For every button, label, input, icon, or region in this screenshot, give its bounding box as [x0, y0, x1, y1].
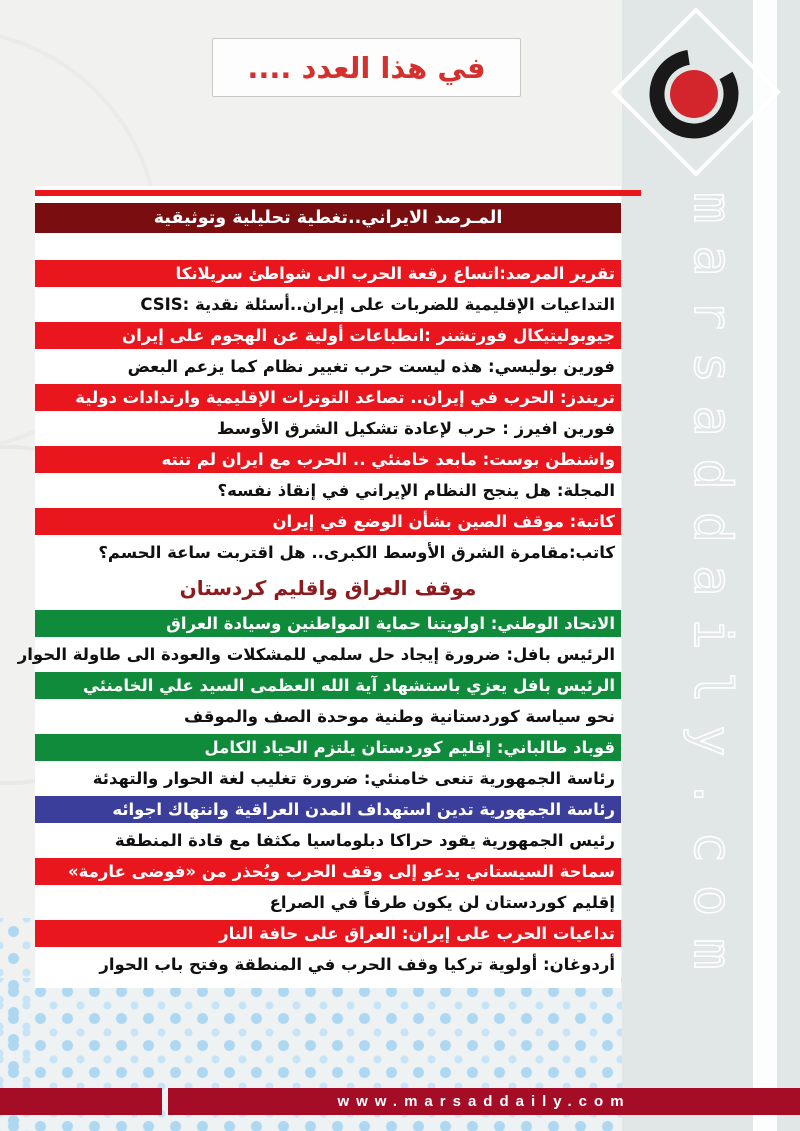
toc-item[interactable]: تقرير المرصد:اتساع رقعة الحرب الى شواطئ سريلانكا — [35, 260, 621, 287]
toc-item[interactable]: تريندز: الحرب في إيران.. تصاعد التوترات الإقليمية وارتدادات دولية — [35, 384, 621, 411]
logo-red-circle — [670, 70, 718, 118]
toc-item[interactable]: المجلة: هل ينجح النظام الإيراني في إنقاذ نفسه؟ — [217, 481, 615, 500]
issue-title-box — [212, 38, 521, 97]
toc-item[interactable]: فورين افيرز : حرب لإعادة تشكيل الشرق الأوسط — [217, 419, 615, 438]
toc-item[interactable]: قوباد طالباني: إقليم كوردستان يلتزم الحياد الكامل — [35, 734, 621, 761]
toc-item[interactable]: جيوبوليتيكال فورتشنر :انطباعات أولية عن الهجوم على إيران — [35, 322, 621, 349]
toc-section2-title: موقف العراق واقليم كردستان — [179, 576, 477, 600]
toc-item[interactable]: كاتبة: موقف الصين بشأن الوضع في إيران — [35, 508, 621, 535]
red-rule — [35, 190, 641, 196]
toc-item[interactable]: واشنطن بوست: مابعد خامنئي .. الحرب مع ايران لم تنته — [35, 446, 621, 473]
issue-title-text: في هذا العدد .... — [247, 50, 486, 85]
watermark-vertical-text: marsaddaily.com — [682, 192, 742, 992]
toc-item[interactable]: رئاسة الجمهورية تدين استهداف المدن العراقية وانتهاك اجوائه — [35, 796, 621, 823]
toc-item[interactable]: رئيس الجمهورية يقود حراكا دبلوماسيا مكثفا مع قادة المنطقة — [114, 831, 615, 850]
marsad-logo — [606, 2, 786, 182]
toc-panel — [17, 186, 621, 988]
toc-item[interactable]: كاتب:مقامرة الشرق الأوسط الكبرى.. هل اقتربت ساعة الحسم؟ — [98, 543, 615, 562]
footer-left-block — [0, 1088, 162, 1115]
toc-item[interactable]: الرئيس بافل يعزي باستشهاد آية الله العظمى السيد علي الخامنئي — [35, 672, 621, 699]
toc-item[interactable]: إقليم كوردستان لن يكون طرفاً في الصراع — [269, 893, 615, 912]
footer-url-bar[interactable] — [168, 1088, 800, 1115]
toc-item[interactable]: رئاسة الجمهورية تنعى خامنئي: ضرورة تغليب لغة الحوار والتهدئة — [92, 769, 615, 788]
toc-section1-header: المـرصد الايراني..تغطية تحليلية وتوثيقية — [35, 203, 621, 233]
toc-item[interactable]: فورين بوليسي: هذه ليست حرب تغيير نظام كما يزعم البعض — [127, 357, 615, 376]
toc-item[interactable]: أردوغان: أولوية تركيا وقف الحرب في المنطقة وفتح باب الحوار — [99, 955, 615, 974]
toc-item[interactable]: الرئيس بافل: ضرورة إيجاد حل سلمي للمشكلات والعودة الى طاولة الحوار — [17, 645, 615, 664]
toc-item[interactable]: تداعيات الحرب على إيران: العراق على حافة النار — [35, 920, 621, 947]
toc-item[interactable]: الاتحاد الوطني: اولويتنا حماية المواطنين وسيادة العراق — [35, 610, 621, 637]
toc-item[interactable]: نحو سياسة كوردستانية وطنية موحدة الصف والموقف — [183, 707, 615, 726]
toc-item[interactable]: سماحة السيستاني يدعو إلى وقف الحرب ويُحذر من «فوضى عارمة» — [35, 858, 621, 885]
footer-url-text[interactable]: www.marsaddaily.com — [337, 1093, 631, 1110]
toc-item[interactable]: CSIS: التداعيات الإقليمية للضربات على إيران..أسئلة نقدية — [140, 295, 615, 314]
